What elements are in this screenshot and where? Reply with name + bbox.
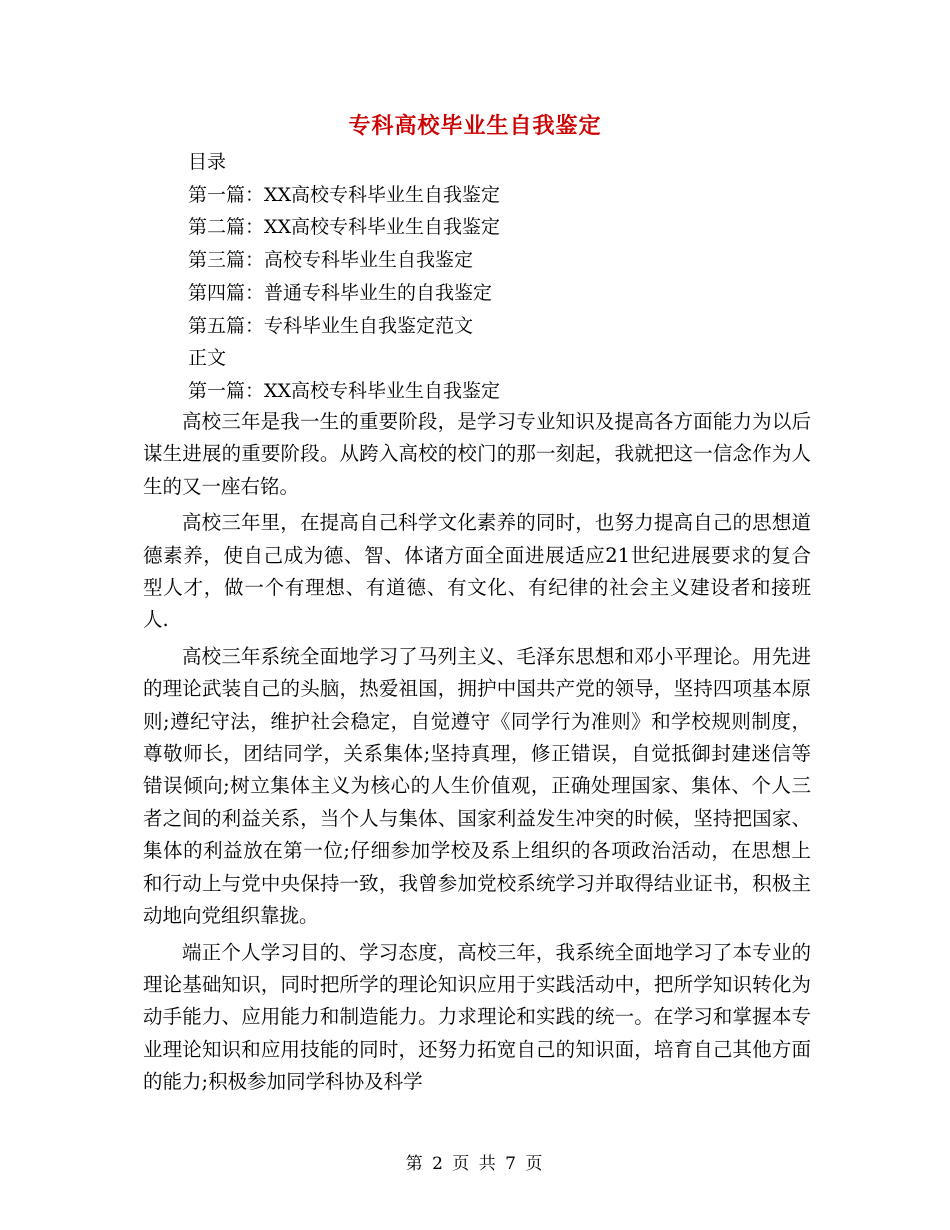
page-footer: 第 2 页 共 7 页	[405, 1154, 545, 1174]
body-heading: 正文	[188, 347, 227, 370]
toc-item-4: 第四篇：普通专科毕业生的自我鉴定	[188, 281, 493, 304]
section-title: 第一篇：XX高校专科毕业生自我鉴定	[188, 379, 501, 402]
paragraph-1: 高校三年是我一生的重要阶段，是学习专业知识及提高各方面能力为以后谋生进展的重要阶段。从跨入高校的校门的那一刻起，我就把这一信念作为人生的又一座右铭。	[143, 410, 811, 498]
page-title: 专科高校毕业生自我鉴定	[348, 113, 602, 139]
paragraph-2: 高校三年里，在提高自己科学文化素养的同时，也努力提高自己的思想道德素养，使自己成为德、智、体诸方面全面进展适应21世纪进展要求的复合型人才，做一个有理想、有道德、有文化、有纪律的社会主义建设者和接班人.	[143, 511, 811, 632]
toc-item-1: 第一篇：XX高校专科毕业生自我鉴定	[188, 183, 501, 206]
body-text	[143, 406, 811, 1103]
paragraph-4: 端正个人学习目的、学习态度，高校三年，我系统全面地学习了本专业的理论基础知识，同时把所学的理论知识应用于实践活动中，把所学知识转化为动手能力、应用能力和制造能力。力求理论和实践的统一。在学习和掌握本专业理论知识和应用技能的同时，还努力拓宽自己的知识面，培育自己其他方面的能力;积极参加同学科协及科学	[143, 940, 811, 1094]
table-of-contents	[188, 146, 500, 408]
toc-item-3: 第三篇：高校专科毕业生自我鉴定	[188, 249, 474, 272]
paragraph-3: 高校三年系统全面地学习了马列主义、毛泽东思想和邓小平理论。用先进的理论武装自己的头脑，热爱祖国，拥护中国共产党的领导，坚持四项基本原则;遵纪守法，维护社会稳定，自觉遵守《同学行为准则》和学校规则制度，尊敬师长，团结同学，关系集体;坚持真理，修正错误，自觉抵御封建迷信等错误倾向;树立集体主义为核心的人生价值观，正确处理国家、集体、个人三者之间的利益关系，当个人与集体、国家利益发生冲突的时候，坚持把国家、集体的利益放在第一位;仔细参加学校及系上组织的各项政治活动，在思想上和行动上与党中央保持一致，我曾参加党校系统学习并取得结业证书，积极主动地向党组织靠拢。	[143, 644, 811, 928]
toc-item-2: 第二篇：XX高校专科毕业生自我鉴定	[188, 216, 501, 239]
toc-item-5: 第五篇：专科毕业生自我鉴定范文	[188, 314, 474, 337]
toc-heading: 目录	[188, 151, 227, 173]
